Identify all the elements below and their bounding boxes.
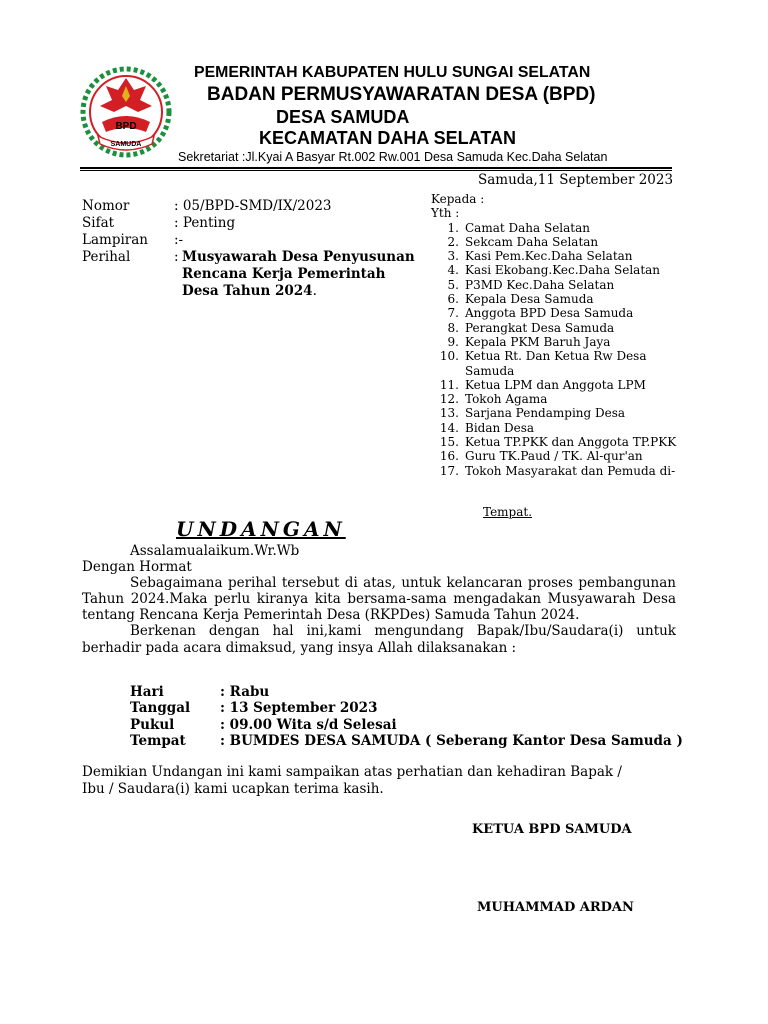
recipient-item [431,449,681,463]
letterhead-line1: PEMERINTAH KABUPATEN HULU SUNGAI SELATAN [194,64,591,81]
document-heading: UNDANGAN [176,517,346,541]
paragraph-1: Sebagaimana perihal tersebut di atas, untuk kelancaran proses pembangunan Tahun 2024.Maka perlu kiranya kita bersama-sama mengadakan Musyawarah Desa tentang Rencana Kerja Pemerintah Desa (RKPDes) Samuda Tahun 2024. [82,575,676,624]
recipient-item [431,221,681,235]
perihal-colon: : [174,249,179,265]
pukul-value: : 09.00 Wita s/d Selesai [220,716,397,733]
recipient-item [431,406,681,420]
recipient-item [431,421,681,435]
perihal-line3: Desa Tahun 2024 [182,283,313,299]
recipient-item [431,249,681,263]
recipient-number: 1. [447,220,459,235]
recipient-text: Kepala Desa Samuda [465,292,594,307]
recipient-number: 15. [439,435,459,450]
recipient-text: Anggota BPD Desa Samuda [465,306,634,321]
sifat-label: Sifat [82,215,115,231]
recipient-item [431,378,681,392]
recipient-item [431,306,681,320]
letterhead-divider-thick [80,167,672,169]
tempat-acara-label: Tempat [130,733,186,750]
tempat-label: Tempat. [483,505,533,519]
recipient-item [431,349,681,378]
recipient-number: 8. [447,320,459,335]
letter-body [82,543,676,656]
nomor-value: : 05/BPD-SMD/IX/2023 [174,198,332,214]
letterhead-line4: KECAMATAN DAHA SELATAN [259,128,516,148]
recipient-item [431,392,681,406]
letter-meta [82,198,415,300]
lampiran-value: :- [174,232,184,248]
event-details [130,684,683,750]
recipient-number: 16. [439,449,459,464]
bpd-logo [80,66,172,158]
recipient-text: P3MD Kec.Daha Selatan [465,277,615,292]
recipient-item [431,335,681,349]
recipient-text: Kasi Ekobang.Kec.Daha Selatan [465,263,661,278]
sifat-value: : Penting [174,215,236,231]
recipient-number: 4. [447,263,459,278]
hari-value: : Rabu [220,684,270,700]
letterhead-line3: DESA SAMUDA [276,107,410,127]
recipient-item [431,435,681,449]
recipient-text: Bidan Desa [465,420,535,435]
logo-text-bottom: SAMUDA [110,141,142,148]
recipient-number: 10. [439,349,459,364]
closing-line1: Demikian Undangan ini kami sampaikan atas perhatian dan kehadiran Bapak / [82,764,622,780]
hari-label: Hari [130,684,164,700]
recipient-text: Ketua LPM dan Anggota LPM [465,377,646,392]
letterhead-divider-thin [80,170,672,171]
recipient-number: 6. [447,292,459,307]
recipient-text: Guru TK.Paud / TK. Al-qur'an [465,449,643,464]
tanggal-value: : 13 September 2023 [220,700,378,717]
recipient-text: Kepala PKM Baruh Jaya [465,334,611,349]
recipient-number: 14. [439,420,459,435]
closing-text [82,764,676,798]
recipient-text: Ketua Rt. Dan Ketua Rw Desa Samuda [465,349,647,378]
logo-text-top: BPD [115,121,137,132]
recipient-text: Kasi Pem.Kec.Daha Selatan [465,249,633,264]
recipient-text: Camat Daha Selatan [465,220,590,235]
letterhead-line2: BADAN PERMUSYAWARATAN DESA (BPD) [207,84,596,105]
recipient-item [431,235,681,249]
recipient-item [431,321,681,335]
signatory-name: MUHAMMAD ARDAN [477,900,634,915]
perihal-label: Perihal [82,249,131,265]
recipient-text: Ketua TP.PKK dan Anggota TP.PKK [465,435,677,450]
recipient-number: 11. [439,377,459,392]
letter-date: Samuda,11 September 2023 [478,172,674,188]
salam: Assalamualaikum.Wr.Wb [130,543,300,559]
recipient-number: 13. [439,406,459,421]
signatory-title: KETUA BPD SAMUDA [472,822,632,837]
recipient-number: 3. [447,249,459,264]
recipient-item [431,292,681,306]
recipient-number: 2. [447,234,459,249]
recipient-text: Sarjana Pendamping Desa [465,406,626,421]
recipient-text: Sekcam Daha Selatan [465,234,599,249]
dengan-hormat: Dengan Hormat [82,559,192,576]
recipient-number: 17. [439,463,459,478]
recipient-number: 12. [439,392,459,407]
recipient-item [431,263,681,277]
recipient-list [431,192,681,478]
recipient-number: 7. [447,306,459,321]
perihal-end: . [312,283,317,299]
perihal-line1: Musyawarah Desa Penyusunan [182,249,415,265]
tanggal-label: Tanggal [130,700,191,717]
recipient-text: Perangkat Desa Samuda [465,320,615,335]
closing-line2: Ibu / Saudara(i) kami ucapkan terima kasih. [82,781,384,797]
recipient-item [431,464,681,478]
lampiran-label: Lampiran [82,232,148,248]
recipient-text: Tokoh Agama [465,392,548,407]
recipient-number: 5. [447,277,459,292]
paragraph-2: Berkenan dengan hal ini,kami mengundang Bapak/Ibu/Saudara(i) untuk berhadir pada acara dimaksud, yang insya Allah dilaksanakan : [82,623,676,656]
yth-label: Yth : [431,206,460,221]
recipient-text: Tokoh Masyarakat dan Pemuda di- [465,463,676,478]
recipient-number: 9. [447,334,459,349]
kepada-label: Kepada : [431,192,485,206]
pukul-label: Pukul [130,716,175,733]
nomor-label: Nomor [82,198,130,214]
tempat-acara-value: : BUMDES DESA SAMUDA ( Seberang Kantor Desa Samuda ) [220,733,683,750]
perihal-line2: Rencana Kerja Pemerintah [182,266,386,282]
letterhead-address: Sekretariat :Jl.Kyai A Basyar Rt.002 Rw.001 Desa Samuda Kec.Daha Selatan [178,150,608,164]
recipient-item [431,278,681,292]
